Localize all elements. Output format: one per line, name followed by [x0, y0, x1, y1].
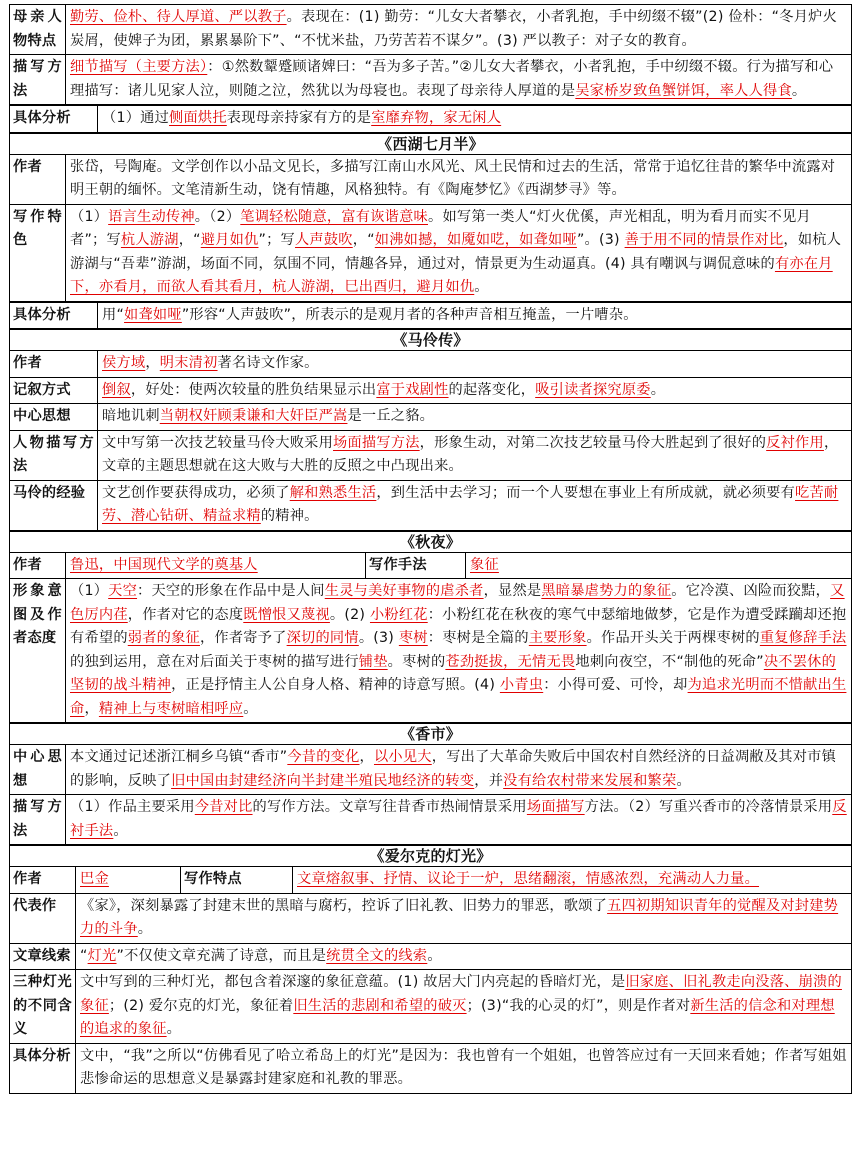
body-text: 。	[243, 700, 258, 717]
body-text: ：枣树是全篇的	[427, 630, 529, 646]
body-text: ”。(3)	[576, 232, 625, 248]
body-text: ，作者寄予了	[199, 630, 287, 646]
table-row	[10, 745, 852, 795]
highlight-text: 黑暗暴虐势力的象征	[541, 583, 672, 599]
row-label: 作者	[10, 154, 66, 204]
body-text: 。(3)	[358, 630, 399, 646]
body-text: 用“	[102, 306, 125, 323]
table-row	[10, 480, 852, 530]
highlight-text: 明末清初	[159, 355, 218, 371]
body-text: 地刺向夜空，不“制他的死命”	[575, 653, 764, 670]
table-row	[10, 404, 852, 431]
row-label: 代表作	[10, 893, 76, 943]
row-content	[66, 795, 852, 845]
row-content	[98, 351, 852, 378]
body-text: 方法。（2）写重兴香市的冷落情景采用	[584, 799, 833, 815]
body-text: 的起落变化，	[448, 381, 536, 398]
highlight-text: 以小见大	[373, 749, 432, 765]
row-content	[98, 377, 852, 404]
highlight-text: 反衬作用	[766, 434, 824, 451]
highlight-text: 今昔的变化	[287, 749, 360, 765]
body-text: ，作者对它的态度	[127, 606, 244, 623]
row-label: 作者	[10, 867, 76, 894]
body-text: 。（2）	[194, 208, 241, 225]
body-text: （1）	[70, 208, 109, 225]
row-content	[66, 204, 852, 301]
body-text: 。它冷漠、凶险而狡黠，	[671, 583, 831, 599]
highlight-text: 人声鼓吹	[294, 232, 353, 248]
highlight-text: 笔调轻松随意，富有诙谐意味	[240, 208, 428, 225]
highlight-text: 巴金	[80, 871, 109, 887]
highlight-text: 灯光	[87, 947, 117, 964]
highlight-text: 善于用不同的情景作对比	[624, 232, 784, 248]
highlight-text: 避月如仇	[200, 232, 259, 248]
body-text: 是一丘之貉。	[347, 408, 435, 424]
body-text: ”不仅使文章充满了诗意，而且是	[116, 947, 327, 964]
body-text: ：天空的形象在作品中是人间	[137, 583, 325, 599]
row-content	[98, 430, 852, 480]
highlight-text: 富于戏剧性	[376, 381, 449, 398]
highlight-text: 重复修辞手法	[759, 630, 847, 646]
highlight-text: 既憎恨又蔑视	[243, 606, 330, 623]
body-text: 著名诗文作家。	[217, 355, 319, 371]
section-title: 《秋夜》	[10, 531, 852, 552]
highlight-text: 象征	[470, 556, 499, 573]
qiuye-table	[9, 531, 852, 724]
body-text: 。(2)	[329, 606, 370, 623]
body-text: ，	[359, 749, 374, 765]
row-content	[98, 106, 852, 133]
body-text: ，文章的主题思想就在这大败与大胜的反照之中凸现出来。	[102, 434, 839, 474]
table-row	[10, 970, 852, 1044]
highlight-text: 五四初期知识青年的觉醒及对封建势力的斗争	[80, 897, 839, 937]
body-text: 文艺创作要获得成功，必须了	[102, 484, 290, 501]
body-text: ，好处：使两次较量的胜负结果显示出	[130, 381, 377, 398]
highlight-text: 又色厉内荏	[70, 583, 845, 623]
body-text: ”；写	[258, 232, 295, 248]
highlight-text: 主要形象	[528, 630, 587, 646]
highlight-text: 倒叙	[102, 381, 131, 398]
highlight-text: 铺垫	[358, 653, 388, 670]
section-title: 《爱尔克的灯光》	[10, 846, 852, 867]
highlight-text: 旧中国由封建经济向半封建半殖民地经济的转变	[171, 772, 475, 789]
xihu-analysis-table	[9, 302, 852, 330]
highlight-text: 生灵与美好事物的虐杀者	[324, 583, 484, 599]
body-text: ，“	[178, 232, 201, 248]
table-row	[10, 377, 852, 404]
body-text: ：①然数颦蹙顾诸婢曰：“吾为多子苦。”②儿女大者攀衣，小者乳抱，手中纫缀不辍。行为描写和心理描写：诸儿见家人泣，则随之泣，然犹以为母寝也。表现了母亲待人厚道的是	[70, 59, 834, 99]
highlight-text: 天空	[108, 583, 138, 599]
body-text: ”形容“人声鼓吹”，所表示的是观月者的各种声音相互掩盖，一片嘈杂。	[181, 306, 638, 323]
body-text: ：小粉红花在秋夜的寒气中瑟缩地做梦，它是作为遭受蹂躏却还抱有希望的	[70, 606, 847, 646]
row-label: 描写方法	[10, 795, 66, 845]
table-row	[10, 867, 852, 894]
body-text: 。作品开头关于两棵枣树的	[586, 630, 760, 646]
highlight-text: 旧家庭、旧礼教走向没落、崩溃的象征	[80, 974, 842, 1014]
highlight-text: 没有给农村带来发展和繁荣	[503, 772, 677, 789]
row-label: 母亲人物特点	[10, 5, 66, 55]
row-content	[98, 302, 852, 329]
table-row	[10, 204, 852, 301]
highlight-text: 有亦在月下，亦看月，而欲人看其看月，杭人游湖，巳出酉归，避月如仇	[70, 255, 833, 295]
body-text: ，	[84, 700, 99, 717]
highlight-text: 今昔对比	[194, 799, 253, 815]
body-text: ，形象生动，对第二次技艺较量马伶大胜起到了很好的	[419, 434, 767, 451]
table-row	[10, 943, 852, 970]
body-text: （1）作品主要采用	[70, 799, 195, 815]
body-text: ，到生活中去学习；而一个人要想在事业上有所成就，就必须要有	[376, 484, 796, 501]
table-row	[10, 552, 852, 579]
body-text: 的写作方法。文章写往昔香市热闹情景采用	[252, 799, 527, 815]
xiangshi-table	[9, 723, 852, 845]
body-text: 的精神。	[260, 508, 319, 524]
body-text: 《家》，深刻暴露了封建末世的黑暗与腐朽，控诉了旧礼教、旧势力的罪恶，歌颂了	[80, 897, 608, 914]
highlight-text: 深切的同情	[286, 630, 359, 646]
body-text: 。	[166, 1021, 182, 1037]
row-content	[66, 579, 852, 723]
body-text: 。	[137, 921, 153, 937]
table-row	[10, 154, 852, 204]
row-content	[76, 893, 852, 943]
body-text: 的独到运用，意在对后面关于枣树的描写进行	[70, 653, 359, 670]
row-label: 三种灯光的不同含义	[10, 970, 76, 1044]
highlight-text: 场面描写	[526, 799, 585, 815]
row-label: 形象意图及作者态度	[10, 579, 66, 723]
body-text: （1）通过	[102, 110, 170, 126]
row-content	[66, 552, 366, 579]
xihu-table	[9, 133, 852, 302]
highlight-text: 侯方域	[102, 355, 146, 371]
row-label: 作者	[10, 552, 66, 579]
highlight-text: 反衬手法	[70, 799, 847, 839]
mother-analysis-table	[9, 105, 852, 133]
row-label: 记叙方式	[10, 377, 98, 404]
section-title: 《马伶传》	[10, 330, 852, 351]
highlight-text: 小青虫	[499, 677, 544, 693]
row-content	[66, 5, 852, 55]
body-text: ，并	[474, 772, 504, 789]
body-text: “	[80, 947, 88, 964]
row-content	[76, 943, 852, 970]
table-row	[10, 795, 852, 845]
table-row	[10, 893, 852, 943]
row-label: 具体分析	[10, 302, 98, 329]
table-row	[10, 5, 852, 55]
table-row	[10, 106, 852, 133]
highlight-text: 苍劲挺拔，无情无畏	[445, 653, 576, 670]
table-row	[10, 55, 852, 105]
row-content	[466, 552, 852, 579]
body-text: ，如杭人游湖与“吾辈”游湖，场面不同，氛围不同，情趣各异，通过对，情景更为生动逼真。(4) 具有嘲讽与调侃意味的	[70, 232, 842, 272]
body-text: 。	[474, 279, 489, 295]
body-text: ；(2) 爱尔克的灯光，象征着	[108, 997, 294, 1014]
row-content: 文中，“我”之所以“仿佛看见了哈立希岛上的灯光”是因为：我也曾有一个姐姐，也曾答应过有一天回来看她；作者写姐姐悲惨命运的思想意义是暴露封建家庭和礼教的罪恶。	[76, 1043, 852, 1093]
body-text: 。	[791, 82, 807, 99]
table-row	[10, 351, 852, 378]
table-row	[10, 430, 852, 480]
row-label: 中心思想	[10, 404, 98, 431]
row-label: 写作手法	[366, 552, 466, 579]
mother-table	[9, 4, 852, 105]
row-label: 作者	[10, 351, 98, 378]
row-label: 描写方法	[10, 55, 66, 105]
body-text: ：小得可爱、可怜，却	[543, 677, 688, 693]
body-text: ，显然是	[483, 583, 542, 599]
highlight-text: 文章熔叙事、抒情、议论于一炉，思绪翻滚，情感浓烈，充满动人力量。	[297, 871, 760, 887]
row-label: 具体分析	[10, 106, 98, 133]
section-title: 《西湖七月半》	[10, 133, 852, 154]
body-text: 。	[113, 822, 128, 839]
body-text: ，写出了大革命失败后中国农村自然经济的日益凋敝及其对市镇的影响，反映了	[70, 749, 837, 789]
body-text: ，“	[352, 232, 375, 248]
highlight-text: 杭人游湖	[120, 232, 179, 248]
highlight-text: 细节描写（主要方法）	[70, 59, 208, 75]
row-label: 马伶的经验	[10, 480, 98, 530]
highlight-text: 为追求光明而不惜献出生命	[70, 677, 847, 717]
highlight-text: 侧面烘托	[169, 110, 227, 126]
row-label: 人物描写方法	[10, 430, 98, 480]
body-text: 。	[427, 947, 442, 964]
row-content	[66, 55, 852, 105]
row-label: 写作特色	[10, 204, 66, 301]
body-text: ，	[145, 355, 160, 371]
body-text: 。枣树的	[387, 653, 446, 670]
highlight-text: 如沸如撼，如魇如呓，如聋如哑	[374, 232, 577, 248]
table-row	[10, 302, 852, 329]
highlight-text: 语言生动传神	[108, 208, 195, 225]
body-text: 暗地讥刺	[102, 408, 160, 424]
highlight-text: 枣树	[398, 630, 428, 646]
highlight-text: 旧生活的悲剧和希望的破灭	[293, 997, 467, 1014]
highlight-text: 如聋如哑	[124, 306, 182, 323]
body-text: 。如写第一类人“灯火优傒，声光相乱，明为看月而实不见月者”；写	[70, 208, 811, 248]
highlight-text: 精神上与枣树暗相呼应	[98, 700, 244, 717]
maling-table	[9, 329, 852, 531]
body-text: 。	[676, 772, 691, 789]
highlight-text: 当朝权奸顾秉谦和大奸臣严嵩	[159, 408, 348, 424]
aierke-table	[9, 845, 852, 1094]
row-content	[98, 404, 852, 431]
row-content	[98, 480, 852, 530]
highlight-text: 勤劳、俭朴、待人厚道、严以教子	[70, 9, 287, 25]
highlight-text: 吴家桥岁致鱼蟹饼饵，率人人得食	[575, 82, 792, 99]
body-text: 表现母亲持家有方的是	[226, 110, 372, 126]
highlight-text: 吃苦耐劳、潜心钻研、精益求精	[102, 484, 839, 524]
row-content	[66, 745, 852, 795]
body-text: 。	[650, 381, 666, 398]
section-title: 《香市》	[10, 724, 852, 745]
highlight-text: 小粉红花	[369, 606, 428, 623]
table-row	[10, 579, 852, 723]
highlight-text: 鲁迅，中国现代文学的奠基人	[70, 556, 258, 573]
highlight-text: 弱者的象征	[127, 630, 200, 646]
highlight-text: 吸引读者探究原委	[535, 381, 651, 398]
body-text: 。表现在：(1) 勤劳：“儿女大者攀衣，小者乳抱，手中纫缀不辍”(2) 俭朴：“冬月炉火炭屑，使婢子为团，累累暴阶下”、“不忧米盐，乃劳苦若不谋夕”。(3) 严以教子：对子女的教育。	[70, 9, 838, 49]
row-content: 张岱，号陶庵。文学创作以小品文见长，多描写江南山水风光、风土民情和过去的生活，常常于追忆往昔的繁华中流露对明王朝的缅怀。文笔清新生动，饶有情趣，风格独特。有《陶庵梦忆》《西湖梦寻》等。	[66, 154, 852, 204]
highlight-text: 决不罢休的坚韧的战斗精神	[70, 653, 837, 693]
highlight-text: 室靡弃物，家无闲人	[371, 110, 502, 126]
row-content	[293, 867, 852, 894]
row-content	[76, 970, 852, 1044]
body-text: ，正是抒情主人公自身人格、精神的诗意写照。(4)	[171, 677, 500, 693]
body-text: ；(3)“我的心灵的灯”，则是作者对	[466, 997, 691, 1014]
highlight-text: 新生活的信念和对理想的追求的象征	[80, 997, 835, 1037]
table-row	[10, 1043, 852, 1093]
body-text: 文中写第一次技艺较量马伶大败采用	[102, 434, 334, 451]
row-content	[76, 867, 181, 894]
row-label: 文章线索	[10, 943, 76, 970]
body-text: （1）	[70, 583, 109, 599]
row-label: 中心思想	[10, 745, 66, 795]
highlight-text: 解和熟悉生活	[289, 484, 377, 501]
highlight-text: 统贯全文的线索	[326, 947, 428, 964]
body-text: 本文通过记述浙江桐乡乌镇“香市”	[70, 749, 288, 765]
row-label: 写作特点	[181, 867, 293, 894]
row-label: 具体分析	[10, 1043, 76, 1093]
highlight-text: 场面描写方法	[333, 434, 420, 451]
body-text: 文中写到的三种灯光，都包含着深邃的象征意蕴。(1) 故居大门内亮起的昏暗灯光，是	[80, 974, 626, 990]
